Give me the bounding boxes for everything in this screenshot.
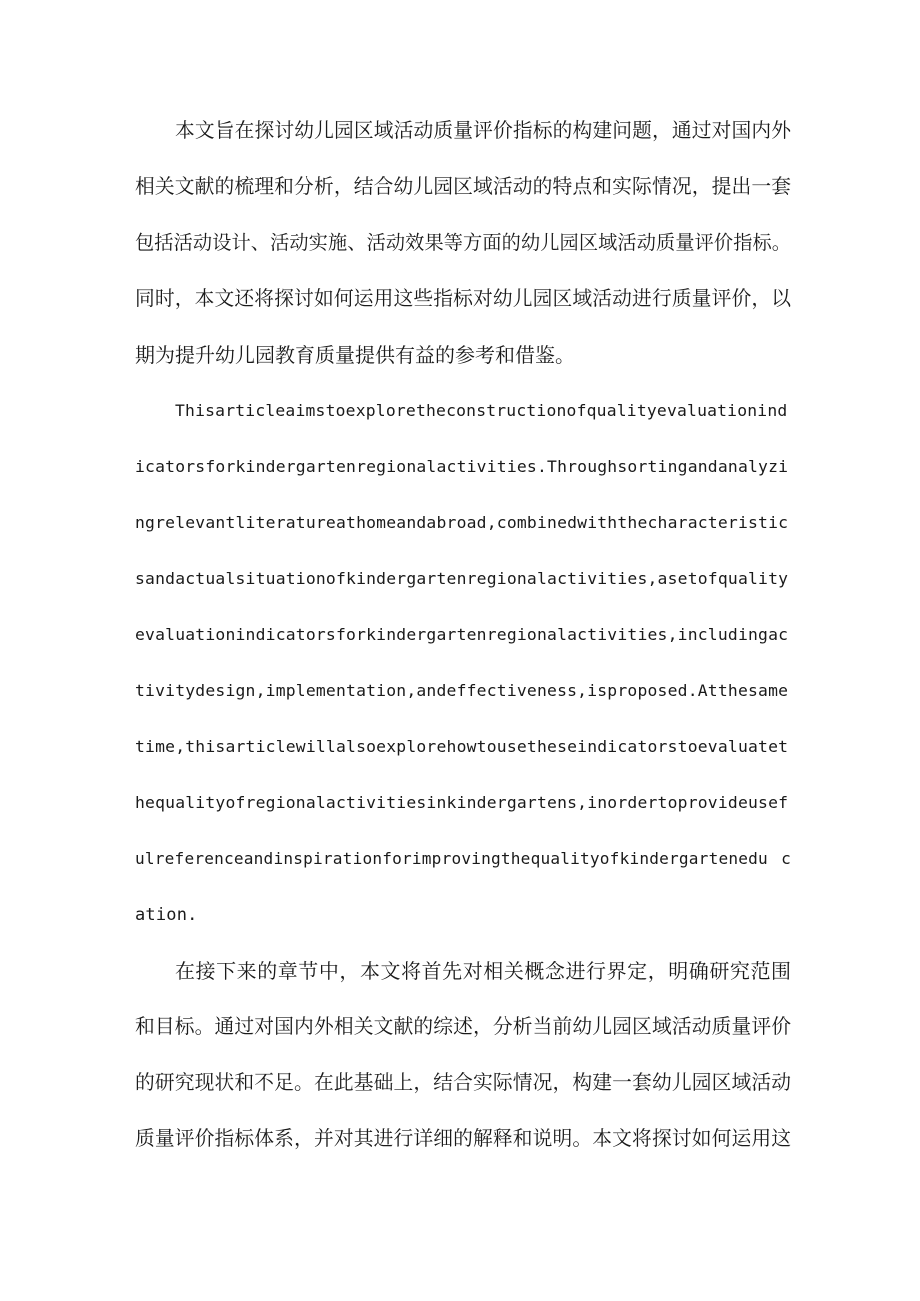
text-line: 本文旨在探讨幼儿园区域活动质量评价指标的构建问题，通过对国内外 [175, 119, 791, 142]
text-line: 相关文献的梳理和分析，结合幼儿园区域活动的特点和实际情况，提出一套 [135, 175, 791, 198]
text-line: ngrelevantliteratureathomeandabroad,combinedwiththecharacteristic [135, 513, 789, 532]
text-line: ation. [135, 905, 198, 925]
text-line: Thisarticleaimstoexploretheconstructionofqualityevaluationind [175, 401, 788, 420]
text-line: tivitydesign,implementation,andeffectiveness,isproposed.Atthesame [135, 681, 789, 700]
text-line: icatorsforkindergartenregionalactivities.Throughsortingandanalyzi [135, 457, 789, 476]
text-line: ulreferenceandinspirationforimprovingthequalityofkindergartenedu c [135, 849, 791, 868]
paragraph-outline-chinese [135, 943, 791, 1167]
text-line: 包括活动设计、活动实施、活动效果等方面的幼儿园区域活动质量评价指标。 [135, 231, 791, 254]
text-line: 质量评价指标体系，并对其进行详细的解释和说明。本文将探讨如何运用这 [135, 1127, 791, 1150]
text-line: 在接下来的章节中，本文将首先对相关概念进行界定，明确研究范围 [175, 959, 791, 983]
text-line: 和目标。通过对国内外相关文献的综述，分析当前幼儿园区域活动质量评价 [135, 1015, 791, 1038]
text-line: hequalityofregionalactivitiesinkindergartens,inordertoprovideusef [135, 793, 789, 812]
text-line: time,thisarticlewillalsoexplorehowtousetheseindicatorstoevaluatet [135, 737, 789, 756]
text-line: 的研究现状和不足。在此基础上，结合实际情况，构建一套幼儿园区域活动 [135, 1071, 791, 1094]
text-line: 期为提升幼儿园教育质量提供有益的参考和借鉴。 [135, 343, 575, 367]
text-line: 同时，本文还将探讨如何运用这些指标对幼儿园区域活动进行质量评价，以 [135, 287, 791, 310]
paragraph-abstract-english [135, 383, 791, 943]
paragraph-abstract-chinese [135, 103, 791, 383]
text-line: sandactualsituationofkindergartenregionalactivities,asetofquality [135, 569, 789, 588]
text-line: evaluationindicatorsforkindergartenregionalactivities,includingac [135, 625, 789, 644]
